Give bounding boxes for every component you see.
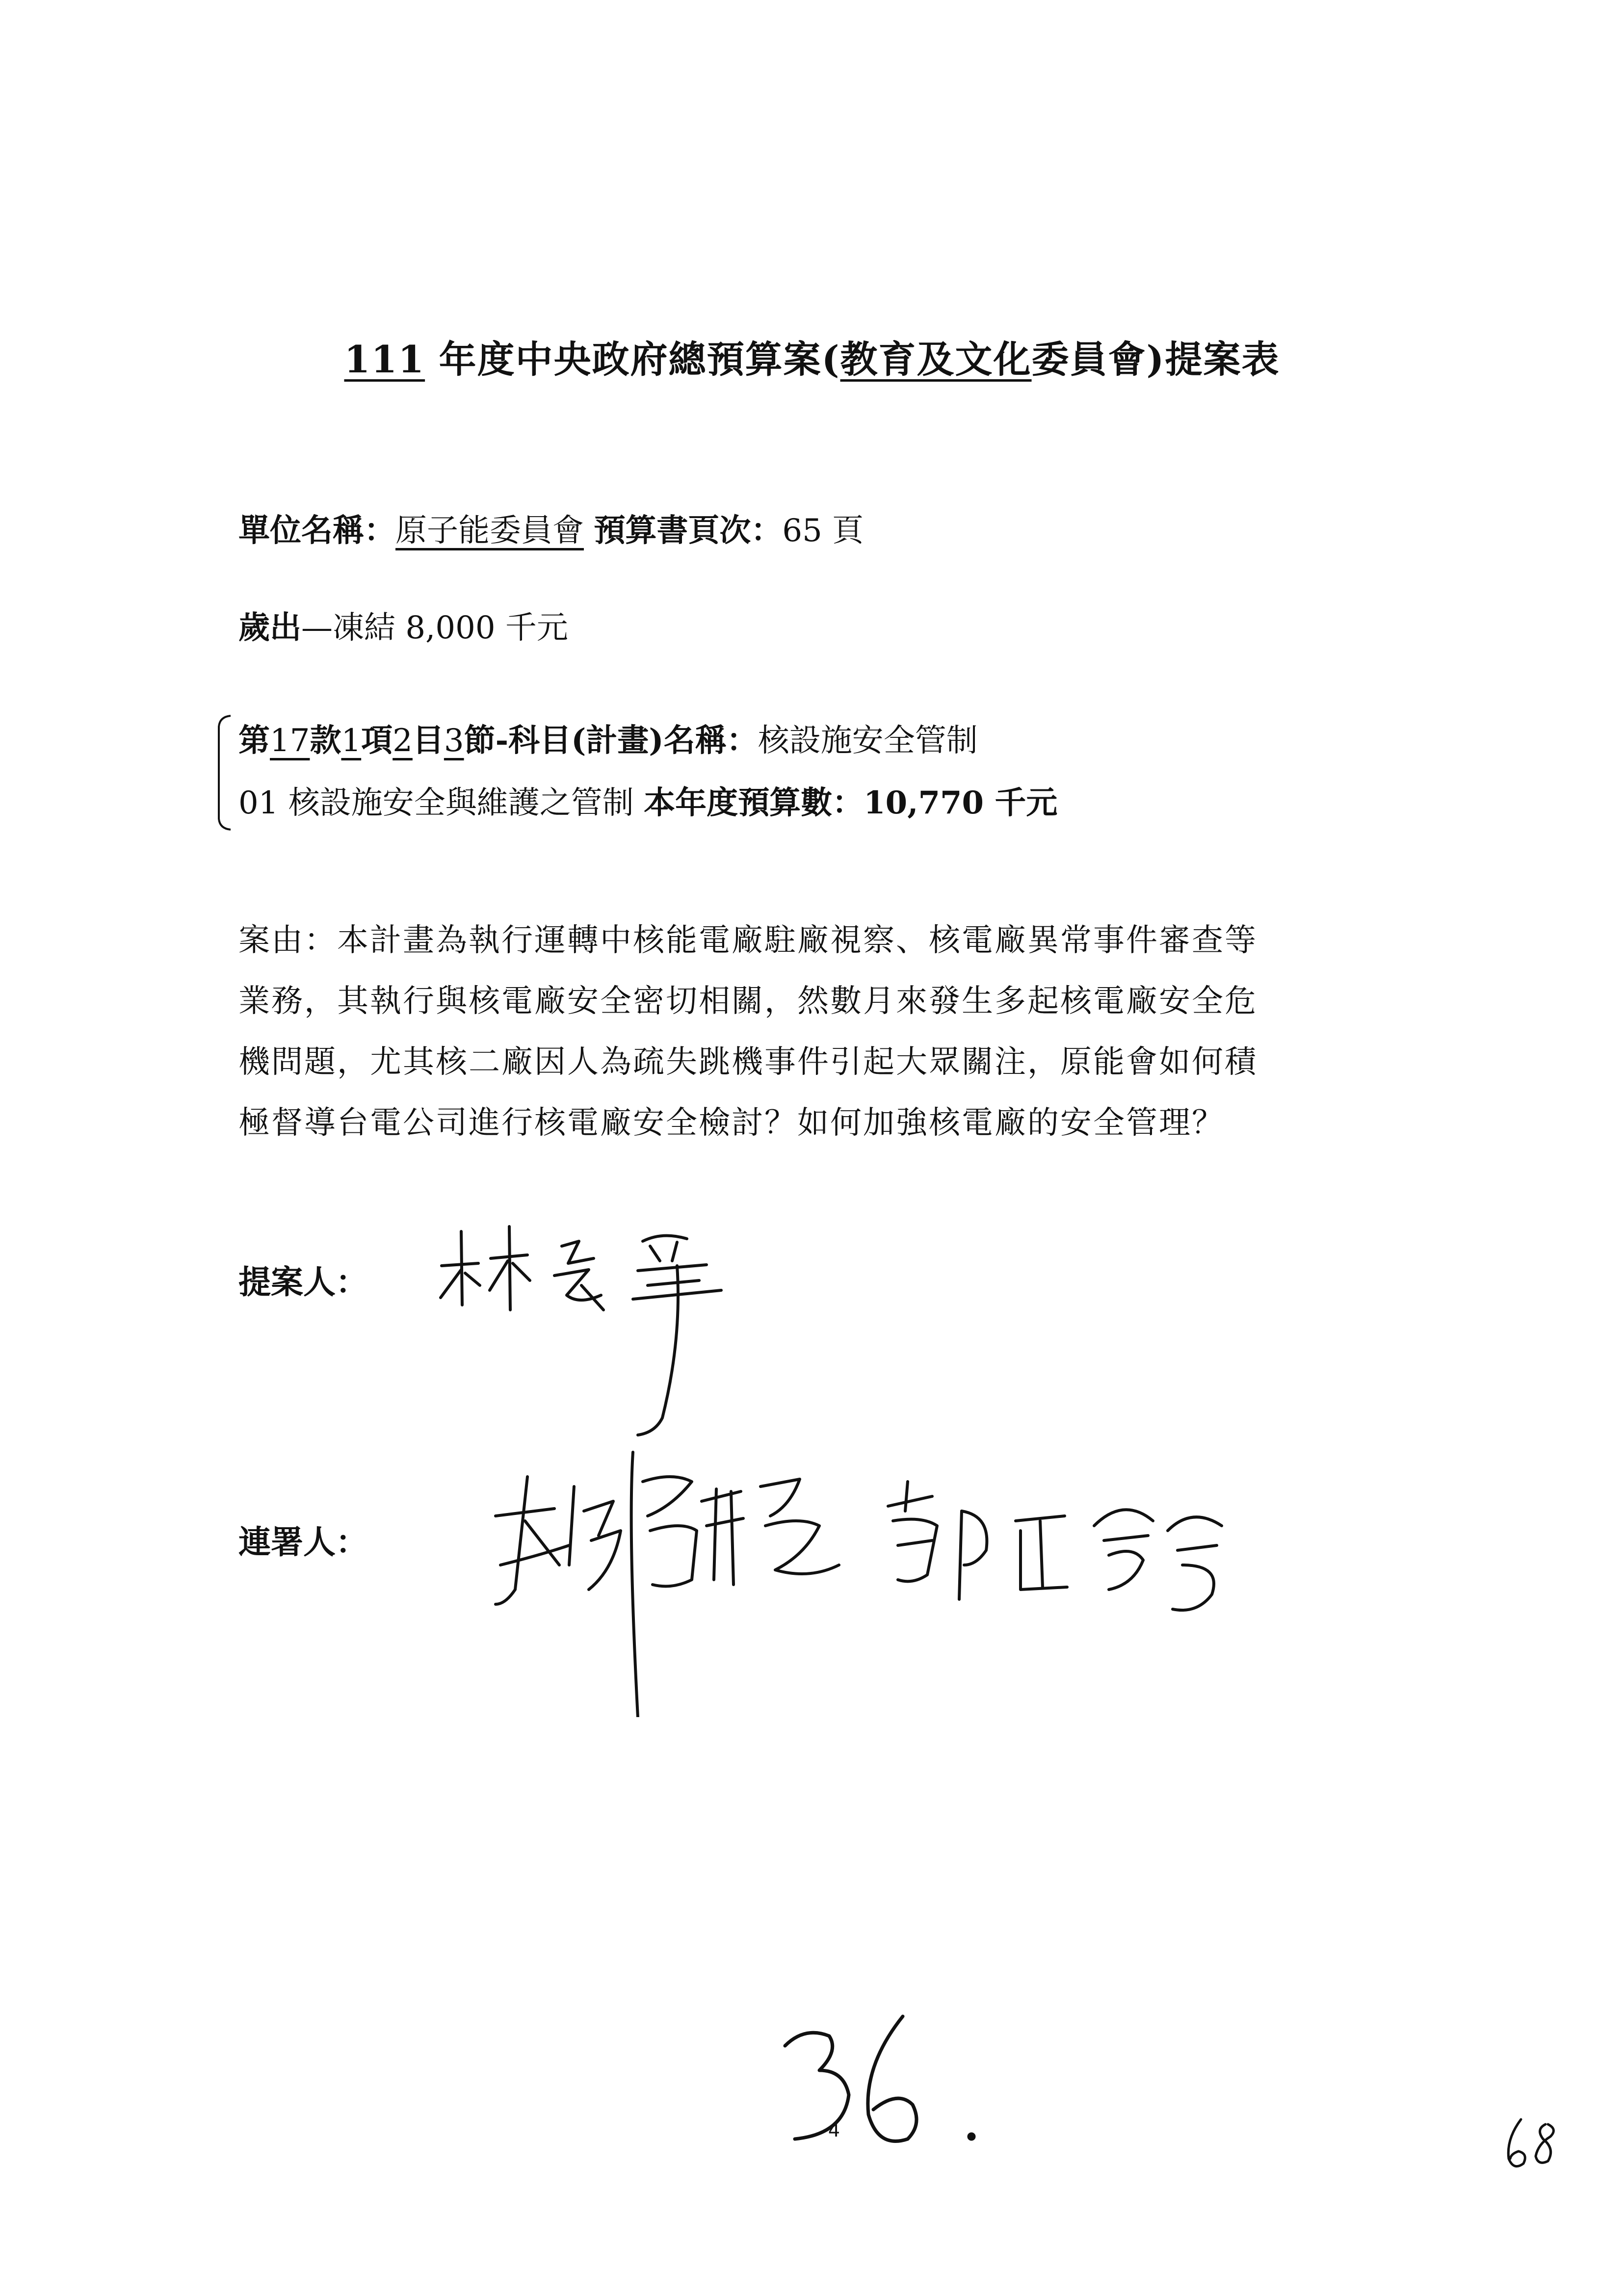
expenditure-line bbox=[238, 602, 568, 648]
reason-line: 業務，其執行與核電廠安全密切相關，然數月來發生多起核電廠安全危 bbox=[238, 983, 1257, 1019]
item-line-2 bbox=[238, 778, 1057, 823]
cosigner-signature-1 bbox=[486, 1442, 873, 1717]
title-year: 111 bbox=[344, 338, 425, 381]
title-part2: 委員會)提案表 bbox=[1031, 338, 1280, 381]
reason-line: 機問題，尤其核二廠因人為疏失跳機事件引起大眾關注，原能會如何積 bbox=[238, 1044, 1257, 1080]
reason-line: 極督導台電公司進行核電廠安全檢討？如何加強核電廠的安全管理？ bbox=[238, 1105, 1225, 1141]
budget-amount-label: 本年度預算數： bbox=[644, 784, 864, 821]
page-title bbox=[0, 330, 1624, 383]
item-xiang-label: 項 bbox=[361, 722, 393, 759]
item-subject: 核設施安全管制 bbox=[758, 723, 978, 759]
item-program: 01 核設施安全與維護之管制 bbox=[238, 785, 634, 821]
cosigner-label: 連署人： bbox=[238, 1523, 368, 1561]
cosigner-signature-2 bbox=[878, 1477, 1251, 1634]
expenditure-label: 歲出 bbox=[238, 609, 301, 646]
corner-handwritten-number bbox=[1496, 2110, 1565, 2178]
unit-line bbox=[238, 505, 864, 550]
budget-amount-value: 10,770 千元 bbox=[864, 784, 1058, 821]
budget-page-value: 65 頁 bbox=[782, 513, 864, 549]
item-xiang: 1 bbox=[341, 723, 362, 759]
item-line-1 bbox=[238, 715, 978, 760]
title-committee: 教育及文化 bbox=[840, 338, 1032, 381]
handwritten-number bbox=[765, 2007, 991, 2168]
item-mu-label: 目 bbox=[412, 722, 444, 759]
reason-line: 案由：本計畫為執行運轉中核能電廠駐廠視察、核電廠異常事件審查等 bbox=[238, 922, 1257, 959]
proposer-signature bbox=[432, 1212, 795, 1442]
expenditure-text: —凍結 8,000 千元 bbox=[301, 610, 568, 646]
page-number: 4 bbox=[828, 2119, 840, 2141]
item-jie: 3 bbox=[444, 723, 464, 759]
item-kuan-label: 款 bbox=[310, 722, 341, 759]
unit-name: 原子能委員會 bbox=[395, 513, 584, 549]
title-part1: 年度中央政府總預算案( bbox=[425, 338, 840, 381]
item-mu: 2 bbox=[393, 723, 413, 759]
budget-page-label: 預算書頁次： bbox=[594, 512, 783, 549]
reason-paragraph bbox=[238, 910, 1426, 1153]
proposer-label: 提案人： bbox=[238, 1263, 368, 1301]
item-prefix: 第 bbox=[238, 722, 270, 759]
item-kuan: 17 bbox=[270, 723, 310, 759]
item-bracket bbox=[215, 714, 233, 832]
item-jie-label: 節-科目(計畫)名稱： bbox=[464, 722, 758, 759]
unit-label: 單位名稱： bbox=[238, 512, 395, 549]
